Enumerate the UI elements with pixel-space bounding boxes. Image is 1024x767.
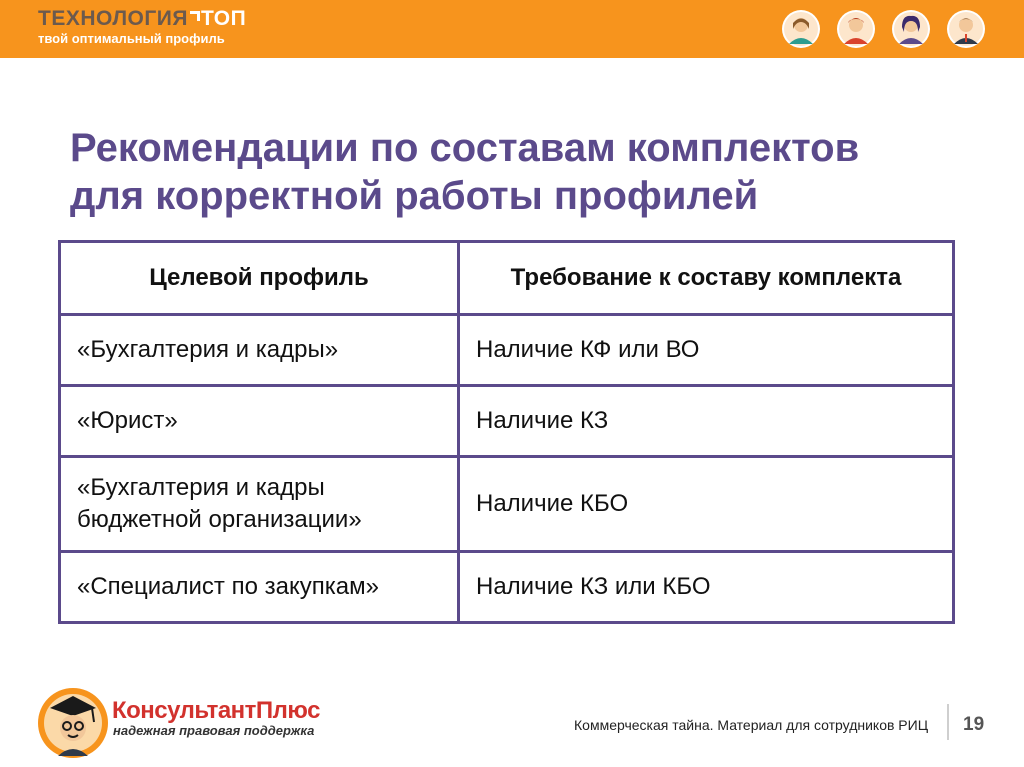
table-row [60, 457, 954, 552]
profile-cell-line-1: «Бухгалтерия и кадры [77, 474, 325, 501]
avatar-icon [892, 10, 930, 48]
consultant-mascot-icon [36, 686, 110, 765]
brand-title [38, 8, 246, 30]
profile-cell [60, 457, 459, 552]
header-bar [0, 0, 1024, 58]
avatar-icon [947, 10, 985, 48]
brand-title-main: ТЕХНОЛОГИЯ [38, 7, 188, 30]
slide-title [70, 124, 990, 220]
arrow-icon [190, 11, 200, 21]
table-header-row [60, 242, 954, 315]
slide-title-line-1: Рекомендации по составам комплектов [70, 126, 860, 170]
avatar-icon [782, 10, 820, 48]
table-row [60, 552, 954, 623]
brand-logo [38, 8, 246, 46]
consultant-logo-text: КонсультантПлюс [112, 697, 320, 724]
consultant-tagline: надежная правовая поддержка [113, 723, 315, 738]
confidential-note: Коммерческая тайна. Материал для сотрудников РИЦ [574, 717, 929, 733]
avatar-icon [837, 10, 875, 48]
table-row [60, 315, 954, 386]
table-header-cell: Целевой профиль [60, 242, 459, 315]
brand-subtitle: твой оптимальный профиль [38, 31, 225, 46]
footer-divider [947, 704, 949, 740]
brand-title-top: ТОП [200, 7, 247, 30]
profile-cell: «Специалист по закупкам» [60, 552, 459, 623]
table-header-cell: Требование к составу комплекта [459, 242, 954, 315]
requirement-cell: Наличие КБО [459, 457, 954, 552]
requirements-table [58, 240, 955, 624]
requirement-cell: Наличие КЗ [459, 386, 954, 457]
slide-title-line-2: для корректной работы профилей [70, 174, 759, 218]
table-row [60, 386, 954, 457]
page-number: 19 [963, 714, 985, 735]
requirement-cell: Наличие КЗ или КБО [459, 552, 954, 623]
profile-cell: «Юрист» [60, 386, 459, 457]
profile-cell: «Бухгалтерия и кадры» [60, 315, 459, 386]
profile-cell-line-2: бюджетной организации» [77, 506, 362, 533]
requirement-cell: Наличие КФ или ВО [459, 315, 954, 386]
avatar-group [782, 10, 985, 48]
